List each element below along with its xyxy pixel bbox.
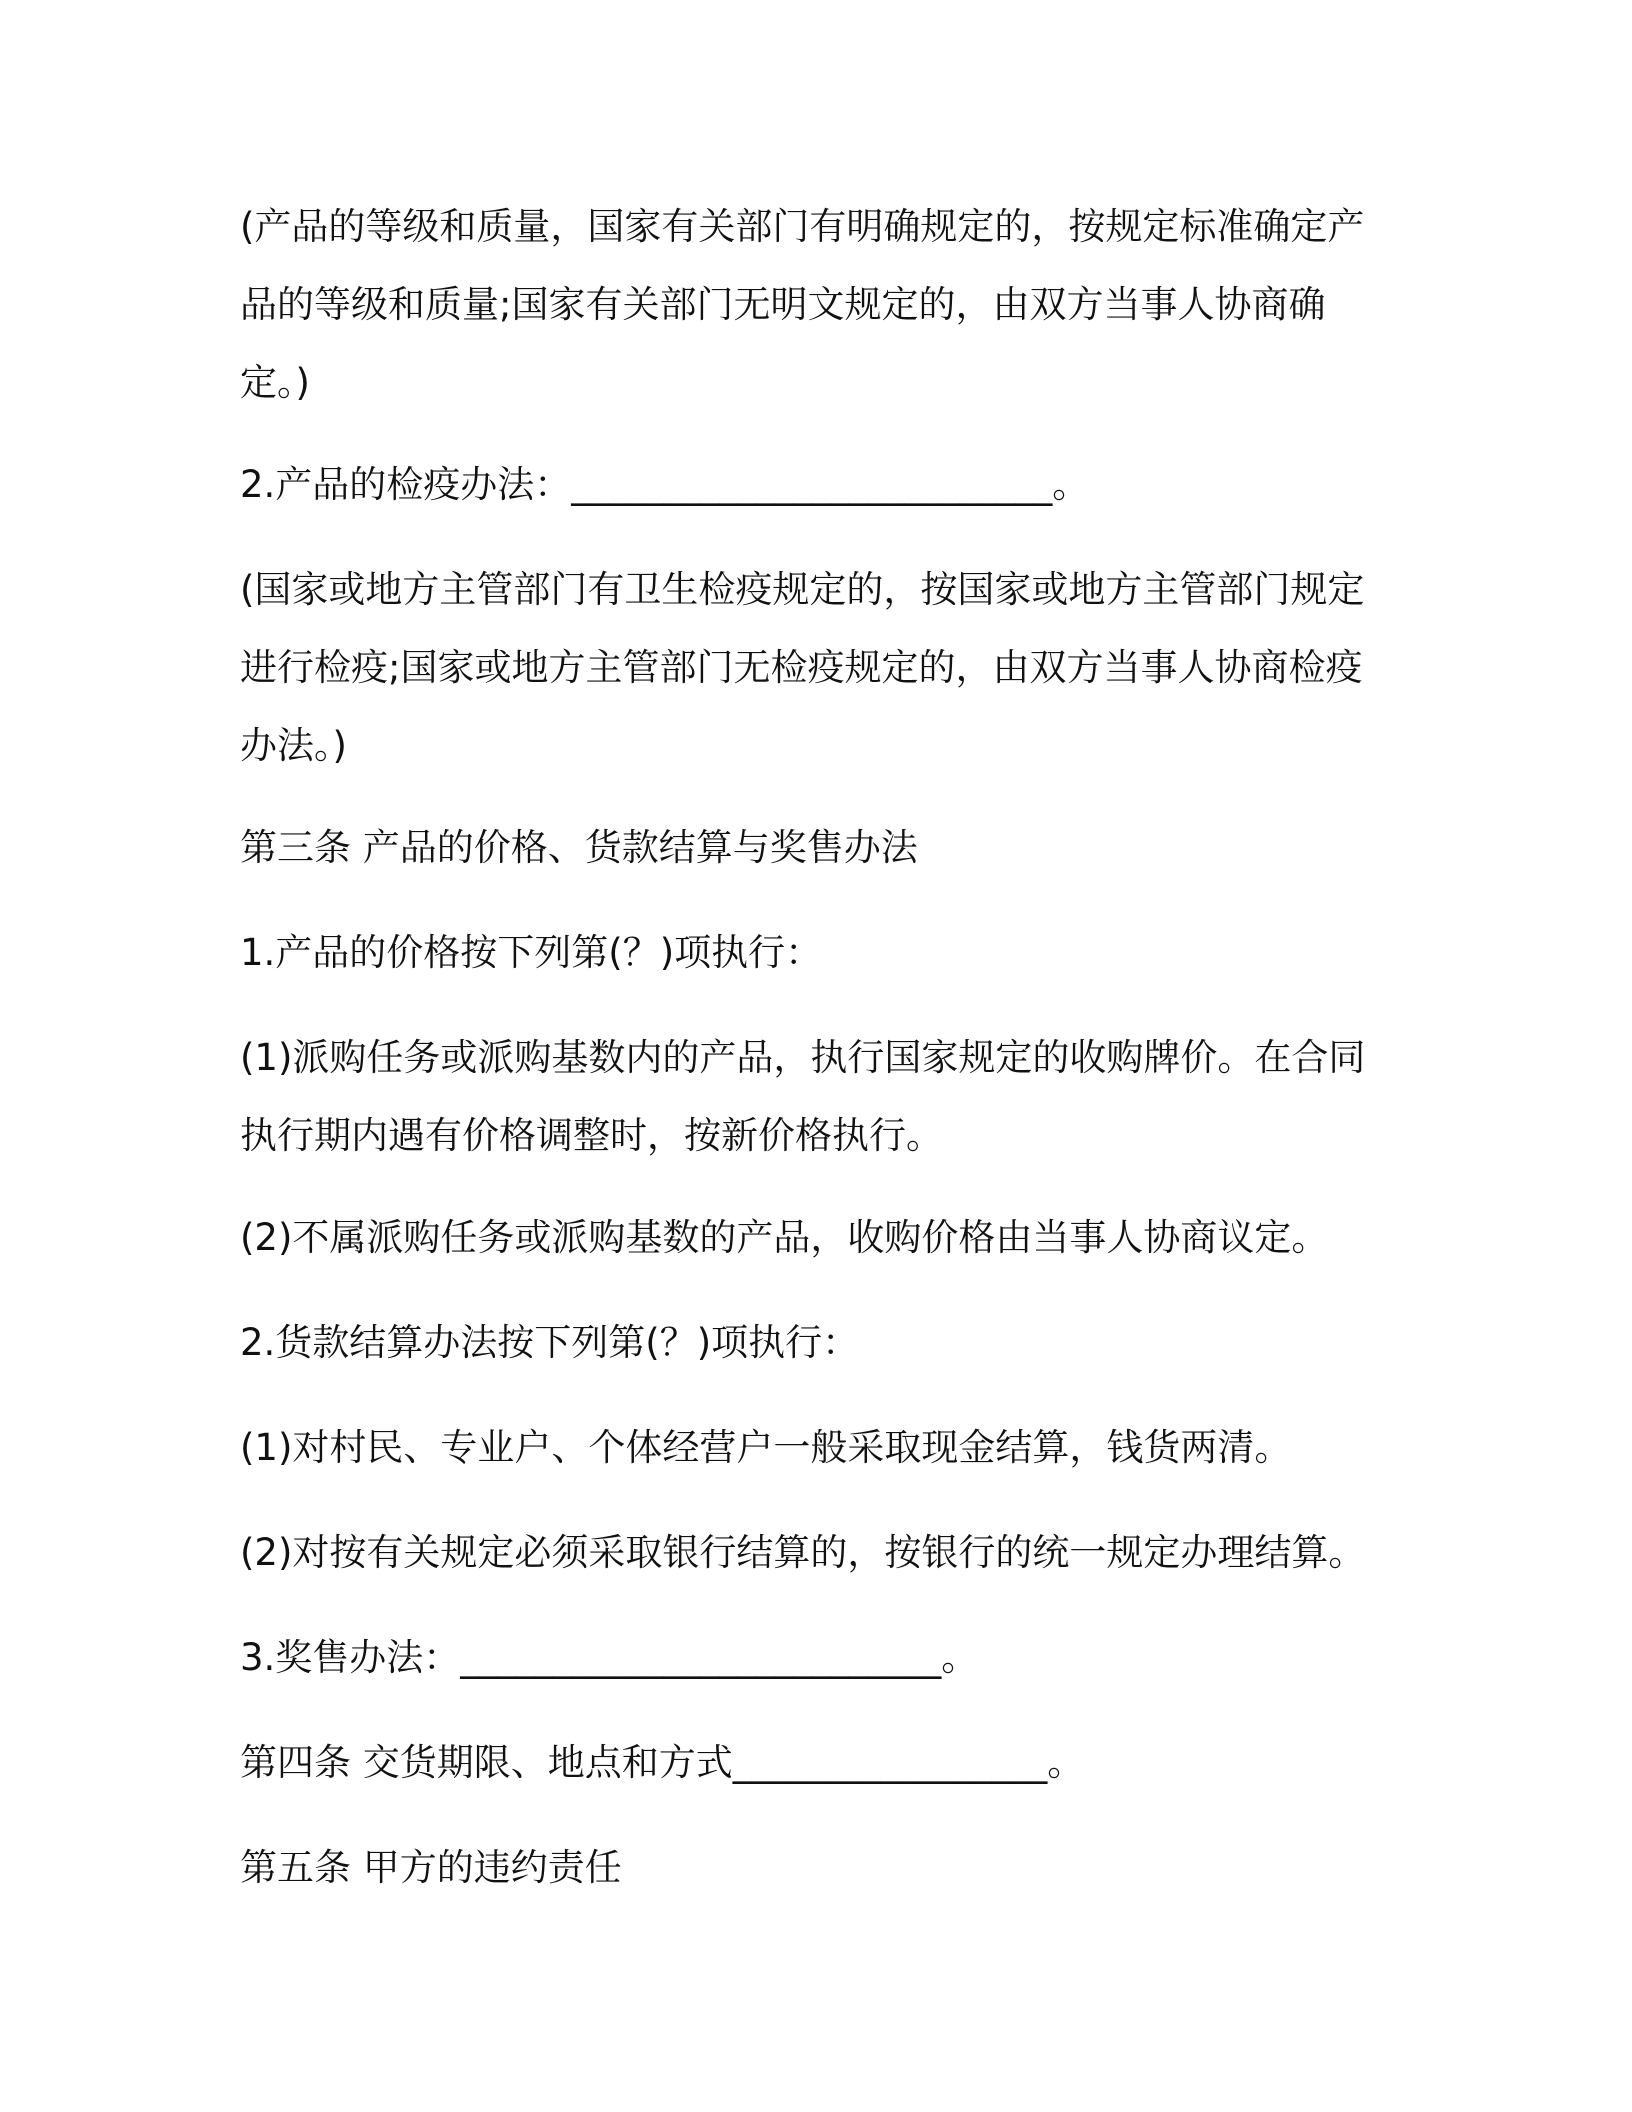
article-four-heading: 第四条 交货期限、地点和方式_________________。 (240, 1741, 1085, 1784)
paragraph-settlement-option-2: (2)对按有关规定必须采取银行结算的，按银行的统一规定办理结算。 (240, 1531, 1366, 1574)
paragraph-reward-method: 3.奖售办法：__________________________。 (240, 1636, 979, 1679)
paragraph-quarantine-note: (国家或地方主管部门有卫生检疫规定的，按国家或地方主管部门规定进行检疫;国家或地方主管部门无检疫规定的，由双方当事人协商检疫办法。) (240, 568, 1365, 767)
article-three-heading: 第三条 产品的价格、货款结算与奖售办法 (240, 826, 918, 869)
paragraph-settlement-clause: 2.货款结算办法按下列第(？)项执行： (240, 1321, 860, 1364)
document-body (240, 188, 1370, 1934)
paragraph-price-option-2: (2)不属派购任务或派购基数的产品，收购价格由当事人协商议定。 (240, 1216, 1329, 1259)
paragraph-settlement-option-1: (1)对村民、专业户、个体经营户一般采取现金结算，钱货两清。 (240, 1426, 1292, 1469)
paragraph-quality-note: (产品的等级和质量，国家有关部门有明确规定的，按规定标准确定产品的等级和质量;国家有关部门无明文规定的，由双方当事人协商确定。) (240, 205, 1365, 404)
article-five-heading: 第五条 甲方的违约责任 (240, 1846, 622, 1889)
paragraph-quarantine-method: 2.产品的检疫办法：__________________________。 (240, 463, 1090, 506)
paragraph-price-clause: 1.产品的价格按下列第(？)项执行： (240, 931, 823, 974)
paragraph-price-option-1: (1)派购任务或派购基数内的产品，执行国家规定的收购牌价。在合同执行期内遇有价格调整时，按新价格执行。 (240, 1036, 1366, 1157)
